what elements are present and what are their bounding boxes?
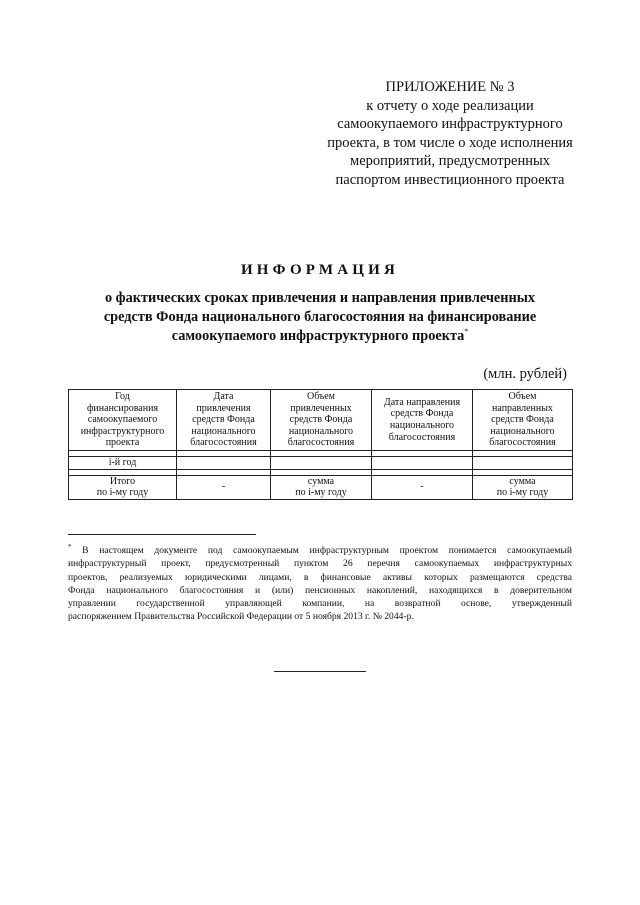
header-text: средств Фонда bbox=[491, 414, 554, 426]
table-cell bbox=[473, 457, 573, 470]
table-cell bbox=[177, 457, 271, 470]
header-text: благосостояния bbox=[287, 437, 355, 449]
financing-table bbox=[68, 389, 573, 500]
table-row-total bbox=[69, 475, 573, 499]
footnote bbox=[68, 544, 572, 624]
header-attracted-volume bbox=[271, 390, 372, 451]
end-divider bbox=[274, 671, 366, 672]
subtitle-line: средств Фонда национального благосостояния на финансирование bbox=[103, 309, 537, 325]
header-text: привлеченных bbox=[290, 402, 352, 414]
total-cell-attracted-volume bbox=[271, 475, 372, 499]
footnote-divider bbox=[68, 534, 256, 535]
cell-text: по i-му году bbox=[496, 487, 549, 499]
header-year bbox=[69, 390, 177, 451]
appendix-number: ПРИЛОЖЕНИЕ № 3 bbox=[385, 79, 515, 95]
appendix-line: к отчету о ходе реализации bbox=[366, 97, 534, 114]
header-text: национального bbox=[191, 425, 256, 437]
cell-text: сумма bbox=[509, 475, 536, 487]
header-text: Дата направления bbox=[383, 396, 461, 408]
appendix-line: мероприятий, предусмотренных bbox=[350, 153, 550, 170]
header-text: направленных bbox=[492, 402, 553, 414]
header-text: Объем bbox=[508, 391, 537, 403]
footnote-text: В настоящем документе под самоокупаемым инфраструктурным проектом понимается самоокупаемый bbox=[82, 545, 572, 556]
table-header-row bbox=[69, 390, 573, 451]
header-text: Дата bbox=[213, 391, 234, 403]
footnote-line: управлении государственной управляющей компании, на возвратной основе, утвержденный bbox=[68, 598, 572, 610]
header-text: национального bbox=[288, 425, 354, 437]
table-cell bbox=[271, 457, 372, 470]
header-text: Объем bbox=[307, 391, 335, 403]
header-text: финансирования bbox=[86, 402, 159, 414]
header-text: благосостояния bbox=[190, 437, 257, 449]
header-text: национального bbox=[490, 425, 555, 437]
header-text: средств Фонда bbox=[390, 408, 454, 420]
footnote-line: проектов, реализуемых юридическими лицами, в финансовые активы которых размещаются средства bbox=[68, 571, 572, 583]
cell-text: сумма bbox=[307, 475, 335, 487]
header-text: национального bbox=[389, 420, 455, 431]
header-text: проекта bbox=[105, 437, 140, 449]
subtitle-line-text: самоокупаемого инфраструктурного проекта bbox=[171, 328, 465, 344]
cell-text: по i-му году bbox=[96, 487, 149, 499]
table-cell bbox=[372, 457, 473, 470]
document-title: ИНФОРМАЦИЯ bbox=[240, 262, 400, 278]
total-cell-attraction-date: - bbox=[177, 475, 271, 499]
units-label: (млн. рублей) bbox=[483, 366, 567, 382]
header-text: средств Фонда bbox=[289, 414, 353, 426]
appendix-line: паспортом инвестиционного проекта bbox=[335, 171, 565, 188]
subtitle-line: о фактических сроках привлечения и направления привлеченных bbox=[104, 290, 536, 306]
footnote-line: распоряжением Правительства Российской Федерации от 5 ноября 2013 г. № 2044-р. bbox=[68, 611, 414, 623]
header-text: благосостояния bbox=[388, 431, 456, 443]
footnote-reference: * bbox=[464, 327, 469, 337]
header-text: средств Фонда bbox=[192, 414, 255, 426]
footnote-mark: * bbox=[68, 542, 72, 551]
document-subtitle bbox=[70, 289, 570, 346]
footnote-line: Фонда национального благосостояния и (или) пенсионных накоплений, находящихся в доверительном bbox=[68, 584, 572, 596]
header-direction-date bbox=[372, 390, 473, 451]
header-text: самоокупаемого bbox=[87, 414, 158, 426]
cell-text: по i-му году bbox=[295, 487, 347, 499]
appendix-line: самоокупаемого инфраструктурного bbox=[337, 116, 563, 133]
total-cell-year bbox=[69, 475, 177, 499]
footnote-line: инфраструктурный проект, предусмотренный пунктом 26 перечня самоокупаемых инфраструктурных bbox=[68, 558, 572, 570]
total-cell-direction-date: - bbox=[372, 475, 473, 499]
total-cell-directed-volume bbox=[473, 475, 573, 499]
header-directed-volume bbox=[473, 390, 573, 451]
header-text: инфраструктурного bbox=[80, 425, 165, 437]
subtitle-line-last bbox=[70, 327, 570, 346]
cell-text: Итого bbox=[109, 475, 136, 487]
appendix-header bbox=[300, 78, 600, 190]
footnote-line bbox=[68, 544, 572, 557]
table-row-i-year bbox=[69, 457, 573, 470]
appendix-line: проекта, в том числе о ходе исполнения bbox=[327, 134, 573, 151]
header-text: благосостояния bbox=[489, 437, 556, 449]
table-cell-year: i-й год bbox=[69, 457, 177, 470]
header-attraction-date bbox=[177, 390, 271, 451]
header-text: Год bbox=[115, 391, 130, 403]
header-text: привлечения bbox=[196, 402, 251, 414]
